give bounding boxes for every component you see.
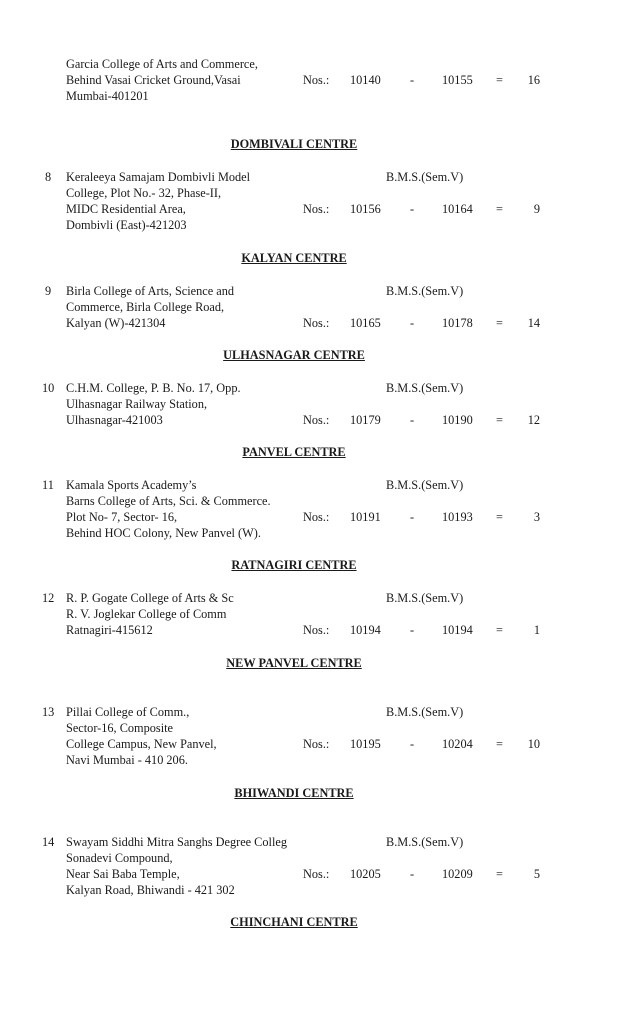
address-line: Ratnagiri-415612	[66, 623, 153, 637]
address-line: Swayam Siddhi Mitra Sanghs Degree Colleg	[66, 835, 287, 849]
address-line: Garcia College of Arts and Commerce,	[66, 57, 258, 71]
range-end: 10190	[442, 413, 473, 427]
range-start: 10205	[350, 867, 381, 881]
course-label: B.M.S.(Sem.V)	[386, 170, 464, 184]
equals-sign: =	[496, 867, 503, 881]
serial-number: 14	[42, 835, 55, 849]
address-line: Dombivli (East)-421203	[66, 218, 187, 232]
range-start: 10194	[350, 623, 381, 637]
address-line: Ulhasnagar-421003	[66, 413, 163, 427]
range-start: 10179	[350, 413, 381, 427]
range-end: 10209	[442, 867, 473, 881]
centre-heading: NEW PANVEL CENTRE	[226, 656, 362, 670]
serial-number: 13	[42, 705, 55, 719]
address-line: MIDC Residential Area,	[66, 202, 186, 216]
serial-number: 8	[45, 170, 52, 184]
equals-sign: =	[496, 73, 503, 87]
range-end: 10193	[442, 510, 473, 524]
address-line: Birla College of Arts, Science and	[66, 284, 235, 298]
address-line: Commerce, Birla College Road,	[66, 300, 225, 314]
serial-number: 9	[45, 284, 52, 298]
range-start: 10165	[350, 316, 381, 330]
nos-label: Nos.:	[303, 413, 330, 427]
address-line: Behind HOC Colony, New Panvel (W).	[66, 526, 261, 540]
equals-sign: =	[496, 202, 503, 216]
address-line: Kalyan (W)-421304	[66, 316, 166, 330]
count: 3	[533, 510, 540, 524]
range-dash: -	[410, 867, 415, 881]
nos-label: Nos.:	[303, 202, 330, 216]
range-start: 10191	[350, 510, 381, 524]
address-line: Ulhasnagar Railway Station,	[66, 397, 208, 411]
centre-heading: KALYAN CENTRE	[241, 251, 347, 265]
range-start: 10195	[350, 737, 381, 751]
address-line: Navi Mumbai - 410 206.	[66, 753, 188, 767]
nos-label: Nos.:	[303, 316, 330, 330]
equals-sign: =	[496, 510, 503, 524]
count: 16	[527, 73, 540, 87]
address-line: College, Plot No.- 32, Phase-II,	[66, 186, 222, 200]
range-dash: -	[410, 510, 415, 524]
count: 1	[533, 623, 540, 637]
course-label: B.M.S.(Sem.V)	[386, 835, 464, 849]
serial-number: 12	[42, 591, 55, 605]
range-end: 10164	[442, 202, 473, 216]
range-end: 10178	[442, 316, 473, 330]
count: 12	[527, 413, 540, 427]
range-dash: -	[410, 737, 415, 751]
equals-sign: =	[496, 413, 503, 427]
course-label: B.M.S.(Sem.V)	[386, 284, 464, 298]
address-line: Sonadevi Compound,	[66, 851, 173, 865]
range-dash: -	[410, 202, 415, 216]
address-line: Kamala Sports Academy’s	[66, 478, 197, 492]
centre-heading: PANVEL CENTRE	[242, 445, 346, 459]
address-line: Plot No- 7, Sector- 16,	[66, 510, 178, 524]
count: 10	[527, 737, 540, 751]
address-line: Sector-16, Composite	[66, 721, 173, 735]
count: 14	[527, 316, 540, 330]
count: 9	[533, 202, 540, 216]
range-end: 10194	[442, 623, 473, 637]
equals-sign: =	[496, 316, 503, 330]
address-line: Near Sai Baba Temple,	[66, 867, 180, 881]
nos-label: Nos.:	[303, 510, 330, 524]
centre-heading: CHINCHANI CENTRE	[230, 915, 358, 929]
address-line: College Campus, New Panvel,	[66, 737, 217, 751]
address-line: R. P. Gogate College of Arts & Sc	[66, 591, 234, 605]
count: 5	[533, 867, 540, 881]
address-line: Barns College of Arts, Sci. & Commerce.	[66, 494, 271, 508]
centre-heading: BHIWANDI CENTRE	[234, 786, 354, 800]
address-line: C.H.M. College, P. B. No. 17, Opp.	[66, 381, 241, 395]
course-label: B.M.S.(Sem.V)	[386, 705, 464, 719]
serial-number: 10	[42, 381, 55, 395]
range-dash: -	[410, 73, 415, 87]
nos-label: Nos.:	[303, 73, 330, 87]
range-start: 10140	[350, 73, 381, 87]
serial-number: 11	[42, 478, 54, 492]
nos-label: Nos.:	[303, 867, 330, 881]
equals-sign: =	[496, 623, 503, 637]
nos-label: Nos.:	[303, 623, 330, 637]
course-label: B.M.S.(Sem.V)	[386, 381, 464, 395]
address-line: R. V. Joglekar College of Comm	[66, 607, 227, 621]
address-line: Mumbai-401201	[66, 89, 149, 103]
centre-heading: ULHASNAGAR CENTRE	[223, 348, 365, 362]
range-dash: -	[410, 623, 415, 637]
address-line: Kalyan Road, Bhiwandi - 421 302	[66, 883, 235, 897]
address-line: Keraleeya Samajam Dombivli Model	[66, 170, 251, 184]
range-end: 10155	[442, 73, 473, 87]
course-label: B.M.S.(Sem.V)	[386, 591, 464, 605]
nos-label: Nos.:	[303, 737, 330, 751]
equals-sign: =	[496, 737, 503, 751]
centre-heading: RATNAGIRI CENTRE	[231, 558, 357, 572]
range-dash: -	[410, 413, 415, 427]
address-line: Behind Vasai Cricket Ground,Vasai	[66, 73, 241, 87]
range-start: 10156	[350, 202, 381, 216]
centre-heading: DOMBIVALI CENTRE	[230, 137, 358, 151]
range-end: 10204	[442, 737, 473, 751]
address-line: Pillai College of Comm.,	[66, 705, 190, 719]
course-label: B.M.S.(Sem.V)	[386, 478, 464, 492]
range-dash: -	[410, 316, 415, 330]
